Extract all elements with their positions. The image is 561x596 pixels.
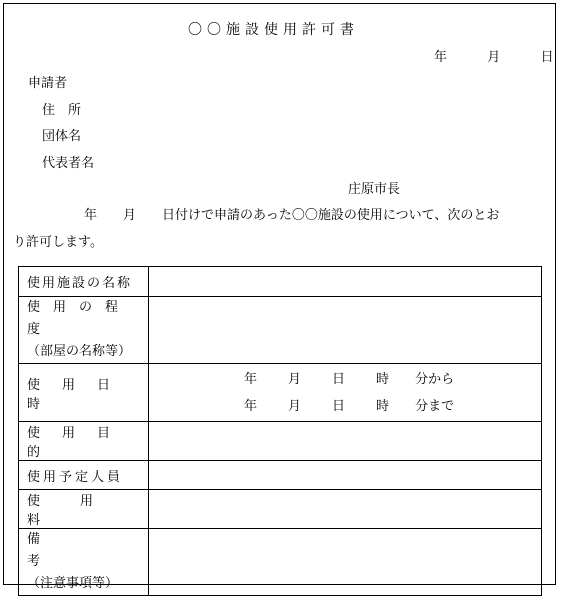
from-month: 月 — [288, 371, 302, 387]
permit-table — [18, 266, 542, 596]
purpose-value — [149, 422, 542, 461]
table-row — [19, 267, 542, 297]
remarks-label-line-2: （注意事項等） — [27, 576, 119, 591]
to-minute: 分まで — [415, 398, 455, 414]
from-hour: 時 — [376, 371, 390, 387]
body-text-line-2: り許可します。 — [13, 235, 103, 250]
to-year: 年 — [244, 398, 258, 414]
remarks-label — [19, 529, 149, 596]
applicant-label: 申請者 — [28, 76, 68, 91]
headcount-value — [149, 461, 542, 490]
to-day: 日 — [332, 398, 346, 414]
datetime-label-text: 使用日時 — [27, 377, 133, 412]
representative-label: 代表者名 — [42, 156, 95, 171]
body-text-line-1: 年 月 日付けで申請のあった〇〇施設の使用について、次のとお — [84, 208, 500, 223]
to-hour: 時 — [376, 398, 390, 414]
extent-label-line-2: （部屋の名称等） — [27, 344, 132, 359]
extent-value — [149, 297, 542, 364]
to-month: 月 — [288, 398, 302, 414]
datetime-to — [244, 393, 541, 420]
remarks-label-line-1: 備考 — [27, 532, 126, 569]
facility-name-value — [149, 267, 542, 297]
facility-name-label — [19, 267, 149, 297]
headcount-label — [19, 461, 149, 490]
from-year: 年 — [244, 371, 258, 387]
table-row — [19, 490, 542, 529]
table-row — [19, 529, 542, 596]
fee-label-text: 使用料 — [27, 494, 134, 528]
date-year: 年 — [434, 50, 448, 65]
table-row — [19, 461, 542, 490]
purpose-label — [19, 422, 149, 461]
facility-name-text: 使用施設の名称 — [27, 276, 133, 291]
headcount-label-text: 使用予定人員 — [27, 469, 124, 485]
extent-label-line-1: 使用の程度 — [27, 300, 132, 337]
from-minute: 分から — [415, 371, 455, 387]
fee-label — [19, 490, 149, 529]
issue-date — [434, 51, 554, 64]
group-name-label: 団体名 — [42, 129, 82, 144]
purpose-label-text: 使用目的 — [27, 426, 133, 460]
document-title: 〇〇施設使用許可書 — [188, 22, 359, 38]
from-day: 日 — [332, 371, 346, 387]
datetime-value — [149, 364, 542, 422]
fee-value — [149, 490, 542, 529]
extent-label — [19, 297, 149, 364]
date-day: 日 — [540, 50, 554, 65]
address-label: 住 所 — [42, 103, 82, 118]
datetime-label — [19, 364, 149, 422]
issuer-name: 庄原市長 — [348, 182, 401, 197]
table-row — [19, 364, 542, 422]
table-row — [19, 297, 542, 364]
table-row — [19, 422, 542, 461]
date-month: 月 — [487, 50, 501, 65]
datetime-from — [244, 366, 541, 393]
remarks-value — [149, 529, 542, 596]
